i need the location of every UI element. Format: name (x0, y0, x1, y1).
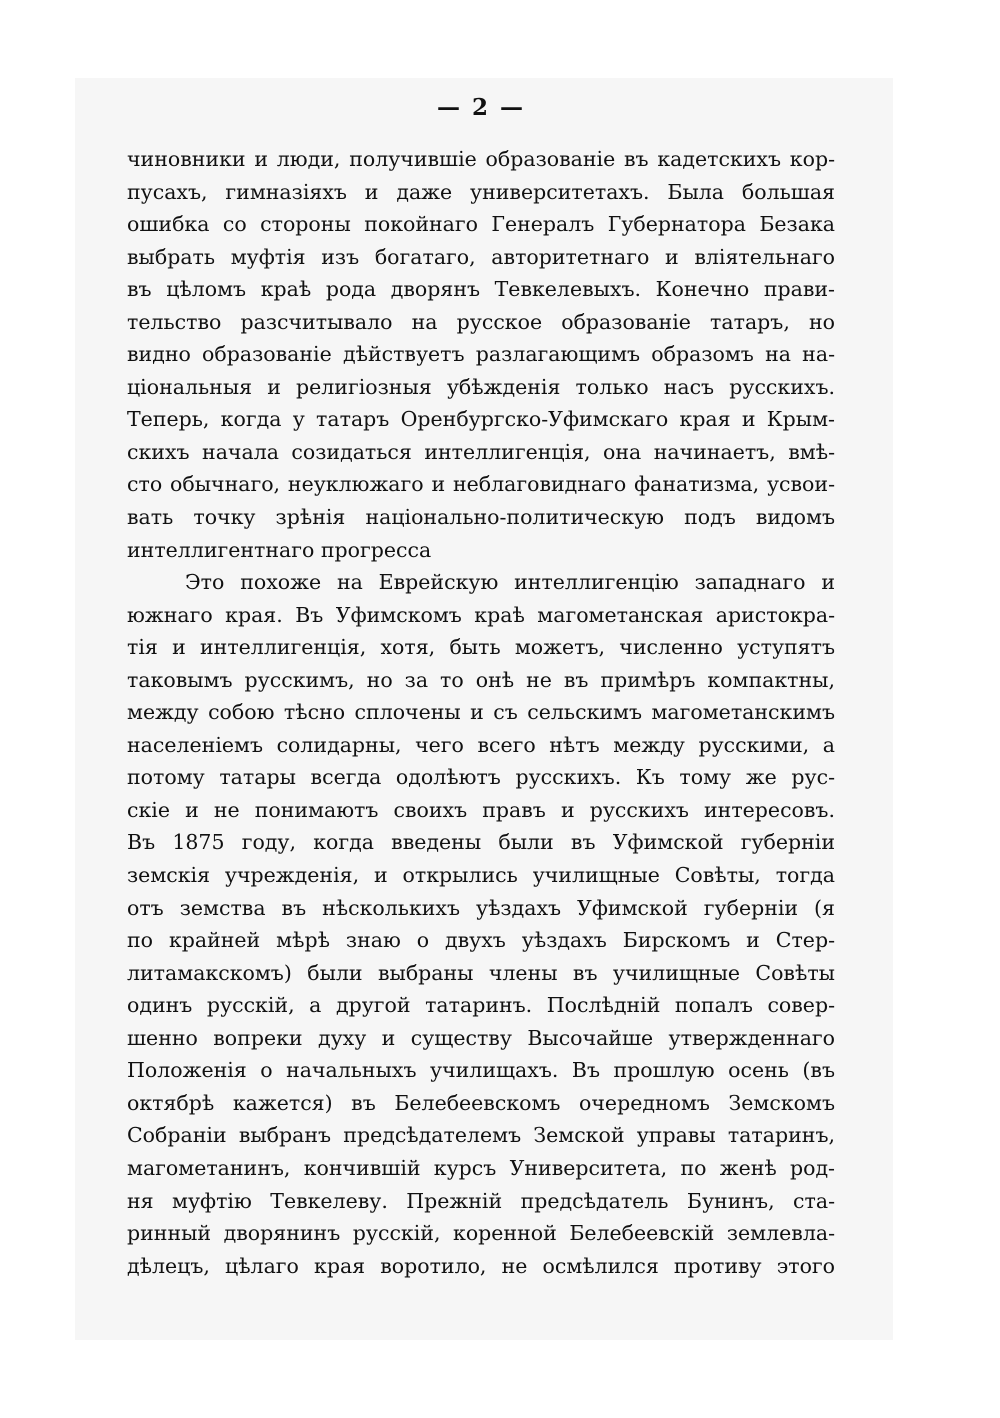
text-line: населеніемъ солидарны, чего всего нѣтъ между русскими, а (127, 732, 835, 757)
text-line: выбрать муфтія изъ богатаго, авторитетнаго и вліятельнаго (127, 244, 835, 269)
text-line: Положенія о начальныхъ училищахъ. Въ прошлую осень (въ (127, 1058, 835, 1083)
text-line: шенно вопреки духу и существу Высочайше утвержденнаго (127, 1025, 835, 1050)
text-line: южнаго края. Въ Уфимскомъ краѣ магометанская аристокра- (127, 602, 835, 627)
text-line: сто обычнаго, неуклюжаго и неблаговиднаго фанатизма, усвои- (127, 472, 835, 497)
text-line: тельство разсчитывало на русское образованіе татаръ, но (127, 309, 835, 334)
text-line: интеллигентнаго прогресса (127, 537, 432, 562)
text-line: тія и интеллигенція, хотя, быть можетъ, численно уступятъ (127, 635, 835, 660)
text-line: таковымъ русскимъ, но за то онѣ не въ примѣръ компактны, (127, 667, 835, 692)
text-line: Собраніи выбранъ предсѣдателемъ Земской управы татаринъ, (127, 1123, 835, 1148)
text-line: ринный дворянинъ русскій, коренной Белебеевскій землевла- (127, 1221, 835, 1246)
body-text (127, 143, 835, 1282)
text-line: ціональныя и религіозныя убѣжденія только насъ русскихъ. (127, 374, 835, 399)
text-line: магометанинъ, кончившій курсъ Университета, по женѣ род- (127, 1155, 835, 1180)
text-line: Теперь, когда у татаръ Оренбургско-Уфимскаго края и Крым- (127, 407, 835, 432)
text-line: по крайней мѣрѣ знаю о двухъ уѣздахъ Бирскомъ и Стер- (127, 928, 835, 953)
document-page (127, 88, 835, 1282)
text-line: ня муфтію Тевкелеву. Прежній предсѣдатель Бунинъ, ста- (127, 1188, 835, 1213)
text-line: скихъ начала созидаться интеллигенція, она начинаетъ, вмѣ- (127, 439, 835, 464)
page-number: — 2 — (436, 94, 526, 121)
text-line: отъ земства въ нѣсколькихъ уѣздахъ Уфимской губерніи (я (127, 895, 835, 920)
text-line: Въ 1875 году, когда введены были въ Уфимской губерніи (127, 830, 835, 855)
text-line: въ цѣломъ краѣ рода дворянъ Тевкелевыхъ. Конечно прави- (127, 277, 835, 302)
text-line: потому татары всегда одолѣютъ русскихъ. Къ тому же рус- (127, 765, 835, 790)
text-line: между собою тѣсно сплочены и съ сельскимъ магометанскимъ (127, 700, 835, 725)
text-line: одинъ русскій, а другой татаринъ. Послѣдній попалъ совер- (127, 993, 835, 1018)
text-line: земскія учрежденія, и открылись училищные Совѣты, тогда (127, 863, 835, 888)
text-line: октябрѣ кажется) въ Белебеевскомъ очередномъ Земскомъ (127, 1090, 835, 1115)
text-line: Это похоже на Еврейскую интеллигенцію западнаго и (185, 570, 835, 595)
text-line: ошибка со стороны покойнаго Генералъ Губернатора Безака (127, 212, 835, 237)
text-line: вать точку зрѣнія національно-политическую подъ видомъ (127, 505, 835, 530)
text-line: дѣлецъ, цѣлаго края воротило, не осмѣлился противу этого (127, 1253, 835, 1278)
text-line: видно образованіе дѣйствуетъ разлагающимъ образомъ на на- (127, 342, 835, 367)
text-line: литамакскомъ) были выбраны члены въ училищные Совѣты (127, 960, 835, 985)
text-line: скіе и не понимаютъ своихъ правъ и русскихъ интересовъ. (127, 797, 835, 822)
text-line: пусахъ, гимназіяхъ и даже университетахъ. Была большая (127, 179, 835, 204)
text-line: чиновники и люди, получившіе образованіе въ кадетскихъ кор- (127, 147, 835, 171)
